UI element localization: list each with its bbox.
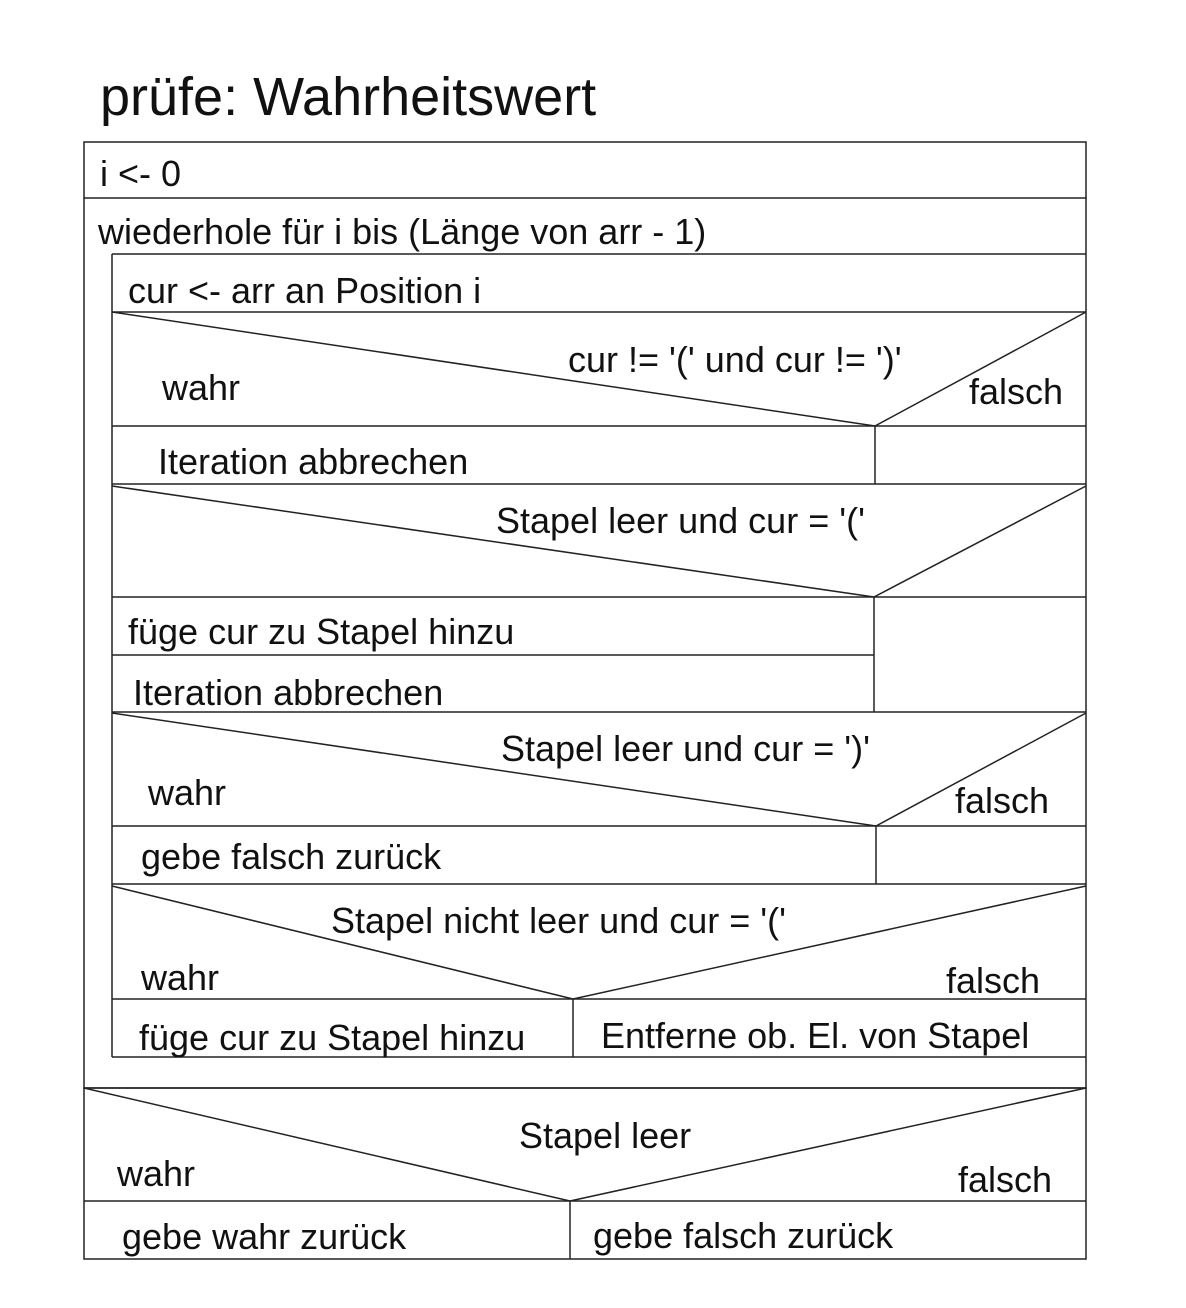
init-statement: i <- 0 xyxy=(100,153,182,194)
if4-false-action: Entferne ob. El. von Stapel xyxy=(601,1015,1030,1056)
if1-condition: cur != '(' und cur != ')' xyxy=(568,339,902,380)
final-true-action: gebe wahr zurück xyxy=(122,1216,407,1257)
if3-true-label: wahr xyxy=(148,772,227,813)
if3-condition: Stapel leer und cur = ')' xyxy=(501,728,870,769)
if4-true-label: wahr xyxy=(141,957,220,998)
if2-true-action-2: Iteration abbrechen xyxy=(133,672,444,713)
if1-true-action: Iteration abbrechen xyxy=(158,441,469,482)
if1-true-label: wahr xyxy=(162,367,241,408)
if4-condition: Stapel nicht leer und cur = '(' xyxy=(331,900,786,941)
assign-statement: cur <- arr an Position i xyxy=(128,270,482,311)
if4-false-label: falsch xyxy=(946,960,1041,1001)
if3-false-label: falsch xyxy=(955,780,1050,821)
final-condition: Stapel leer xyxy=(519,1115,692,1156)
if3-true-action: gebe falsch zurück xyxy=(141,836,442,877)
init-block xyxy=(84,142,1086,198)
final-true-label: wahr xyxy=(117,1153,196,1194)
if1-false-label: falsch xyxy=(969,371,1064,412)
if4-true-action: füge cur zu Stapel hinzu xyxy=(139,1017,526,1058)
final-false-label: falsch xyxy=(958,1159,1053,1200)
final-false-action: gebe falsch zurück xyxy=(593,1215,894,1256)
if2-diagonal-right xyxy=(874,486,1086,597)
diagram-title: prüfe: Wahrheitswert xyxy=(100,67,597,127)
if2-condition: Stapel leer und cur = '(' xyxy=(496,500,865,541)
loop-header: wiederhole für i bis (Länge von arr - 1) xyxy=(98,211,707,252)
if2-true-action-1: füge cur zu Stapel hinzu xyxy=(128,611,515,652)
